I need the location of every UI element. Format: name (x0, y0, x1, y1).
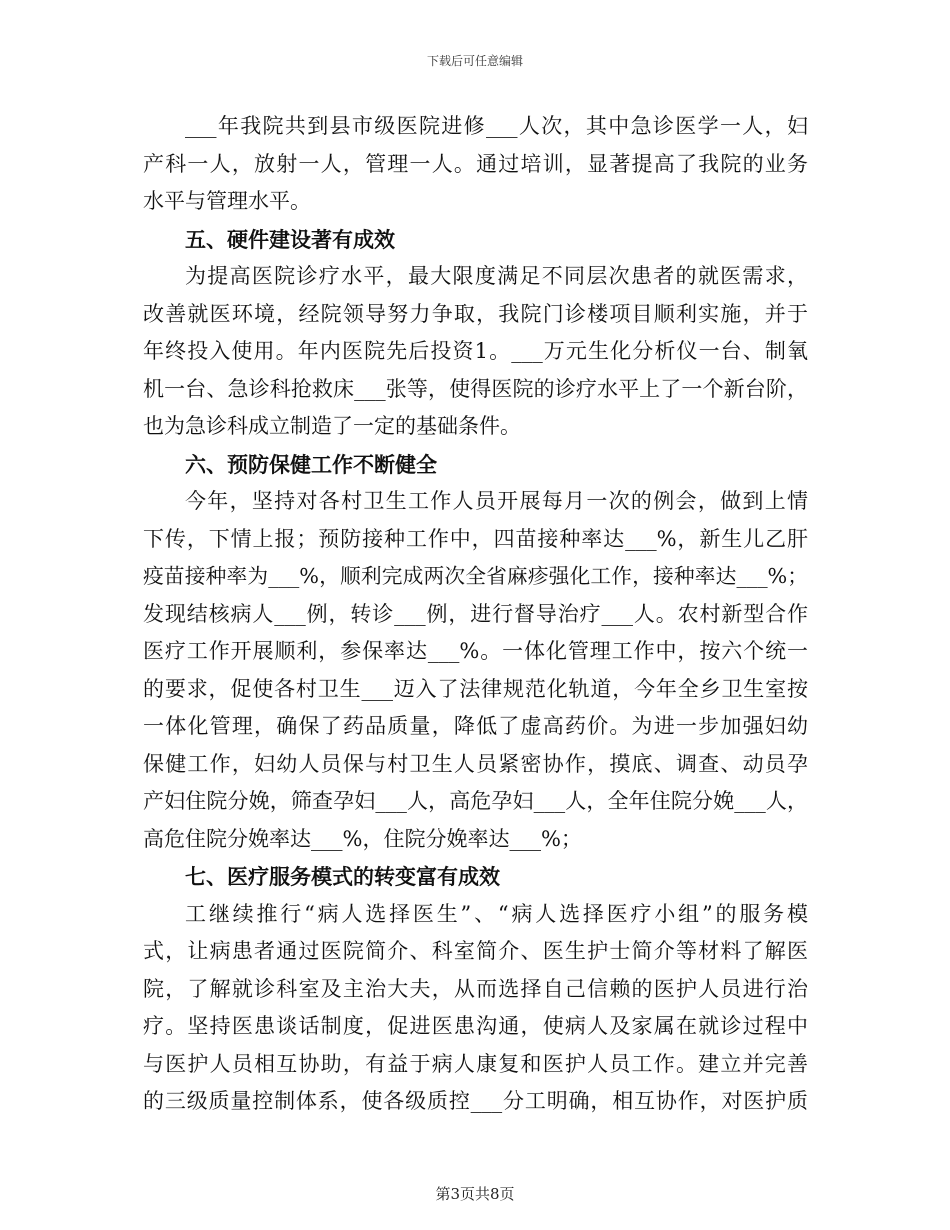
paragraph-line: 疫苗接种率为___%，顺利完成两次全省麻疹强化工作，接种率达___%； (143, 564, 808, 588)
paragraph-line: 医疗工作开展顺利，参保率达___%。一体化管理工作中，按六个统一 (143, 639, 808, 663)
paragraph-line: 高危住院分娩率达___%，住院分娩率达___%； (143, 826, 582, 851)
paragraph-line: 产科一人，放射一人，管理一人。通过培训，显著提高了我院的业务 (143, 151, 808, 176)
document-body (143, 108, 808, 1121)
paragraph-line: 为提高医院诊疗水平，最大限度满足不同层次患者的就医需求， (185, 264, 808, 288)
paragraph-line: 式，让病患者通过医院简介、科室简介、医生护士简介等材料了解医 (143, 939, 808, 963)
paragraph-line: 的三级质量控制体系，使各级质控___分工明确，相互协作，对医护质 (143, 1089, 808, 1113)
paragraph-line: 年终投入使用。年内医院先后投资1。___万元生化分析仪一台、制氧 (143, 339, 808, 363)
section-heading: 五、硬件建设著有成效 (185, 226, 395, 252)
paragraph-line: ___年我院共到县市级医院进修___人次，其中急诊医学一人，妇 (185, 114, 808, 138)
paragraph-line: 保健工作，妇幼人员保与村卫生人员紧密协作，摸底、调查、动员孕 (143, 751, 808, 776)
paragraph-line: 改善就医环境，经院领导努力争取，我院门诊楼项目顺利实施，并于 (143, 301, 808, 326)
paragraph-line: 一体化管理，确保了药品质量，降低了虚高药价。为进一步加强妇幼 (143, 714, 808, 738)
paragraph-line: 产妇住院分娩，筛查孕妇___人，高危孕妇___人，全年住院分娩___人， (143, 789, 808, 813)
page-footer: 第3页共8页 (435, 1185, 515, 1203)
paragraph-line: 水平与管理水平。 (143, 189, 311, 213)
paragraph-line: 与医护人员相互协助，有益于病人康复和医护人员工作。建立并完善 (143, 1051, 808, 1076)
section-heading: 七、医疗服务模式的转变富有成效 (185, 864, 500, 889)
paragraph-line: 下传，下情上报；预防接种工作中，四苗接种率达___%，新生儿乙肝 (143, 526, 808, 551)
paragraph-line: 工继续推行“病人选择医生”、“病人选择医疗小组”的服务模 (185, 901, 808, 926)
paragraph-line: 发现结核病人___例，转诊___例，进行督导治疗___人。农村新型合作 (143, 601, 808, 626)
paragraph-line: 院，了解就诊科室及主治大夫，从而选择自己信赖的医护人员进行治 (143, 976, 808, 1001)
paragraph-line: 机一台、急诊科抢救床___张等，使得医院的诊疗水平上了一个新台阶， (143, 376, 808, 401)
paragraph-line: 今年，坚持对各村卫生工作人员开展每月一次的例会，做到上情 (185, 489, 808, 513)
paragraph-line: 疗。坚持医患谈话制度，促进医患沟通，使病人及家属在就诊过程中 (143, 1014, 808, 1038)
section-heading: 六、预防保健工作不断健全 (185, 451, 437, 477)
paragraph-line: 也为急诊科成立制造了一定的基础条件。 (143, 414, 521, 438)
paragraph-line: 的要求，促使各村卫生___迈入了法律规范化轨道，今年全乡卫生室按 (143, 676, 808, 701)
page-header: 下载后可任意编辑 (426, 54, 523, 68)
